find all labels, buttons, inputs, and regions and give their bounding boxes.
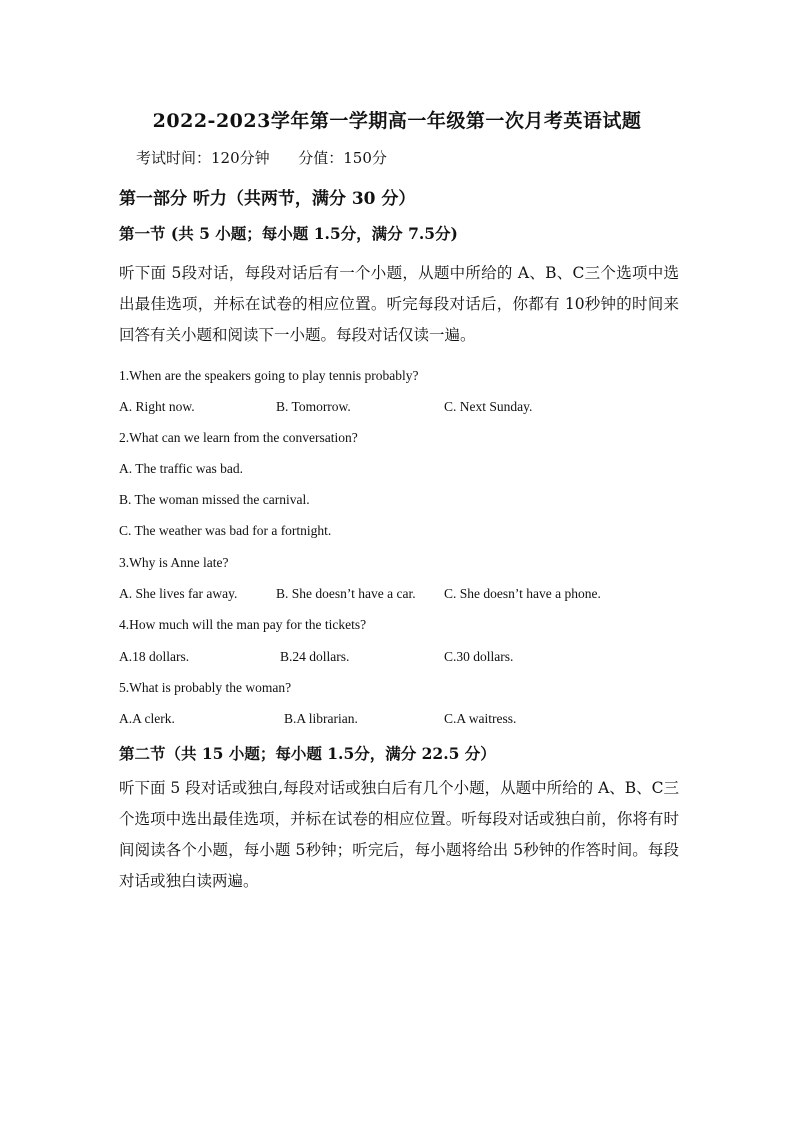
question-5: 5.What is probably the woman? xyxy=(119,680,292,695)
question-2: 2.What can we learn from the conversation? xyxy=(119,430,358,445)
question-2-option-b: B. The woman missed the carnival. xyxy=(119,492,310,507)
question-3-option-b: B. She doesn’t have a car. xyxy=(276,586,416,601)
section2-instructions: 听下面 5 段对话或独白,每段对话或独白后有几个小题，从题中所给的 A、B、C三个选项中选出最佳选项，并标在试卷的相应位置。听每段对话或独白前，你将有时间阅读各个小题，每小题 5秒钟；听完后，每小题将给出 5秒钟的作答时间。每段对话或独白读两遍。 xyxy=(119,779,680,890)
exam-title: 2022-2023学年第一学期高一年级第一次月考英语试题 xyxy=(152,110,642,132)
question-1-option-c: C. Next Sunday. xyxy=(444,399,533,414)
question-3-option-a: A. She lives far away. xyxy=(119,586,238,601)
question-1-option-b: B. Tomorrow. xyxy=(276,399,351,414)
question-2-option-a: A. The traffic was bad. xyxy=(119,461,243,476)
part1-heading: 第一部分 听力（共两节，满分 30 分） xyxy=(119,189,416,209)
question-2-option-c: C. The weather was bad for a fortnight. xyxy=(119,523,332,538)
question-5-option-c: C.A waitress. xyxy=(444,711,517,726)
question-1-option-a: A. Right now. xyxy=(119,399,195,414)
question-4-option-a: A.18 dollars. xyxy=(119,649,190,664)
section1-heading: 第一节 (共 5 小题；每小题 1.5分，满分 7.5分) xyxy=(119,224,458,243)
exam-meta xyxy=(136,147,387,168)
section2-heading: 第二节（共 15 小题；每小题 1.5分，满分 22.5 分） xyxy=(119,744,496,763)
exam-score: 分值：150分 xyxy=(298,149,387,167)
question-4-option-b: B.24 dollars. xyxy=(280,649,350,664)
question-3: 3.Why is Anne late? xyxy=(119,555,229,570)
question-3-option-c: C. She doesn’t have a phone. xyxy=(444,586,601,601)
question-5-option-b: B.A librarian. xyxy=(284,711,358,726)
question-5-option-a: A.A clerk. xyxy=(119,711,175,726)
question-4: 4.How much will the man pay for the tickets? xyxy=(119,617,367,632)
question-1: 1.When are the speakers going to play tennis probably? xyxy=(119,368,419,383)
question-4-option-c: C.30 dollars. xyxy=(444,649,514,664)
section1-instructions: 听下面 5段对话，每段对话后有一个小题，从题中所给的 A、B、C三个选项中选出最佳选项，并标在试卷的相应位置。听完每段对话后，你都有 10秒钟的时间来回答有关小题和阅读下一小题。每段对话仅读一遍。 xyxy=(119,264,679,344)
exam-time: 考试时间：120分钟 xyxy=(136,149,270,167)
